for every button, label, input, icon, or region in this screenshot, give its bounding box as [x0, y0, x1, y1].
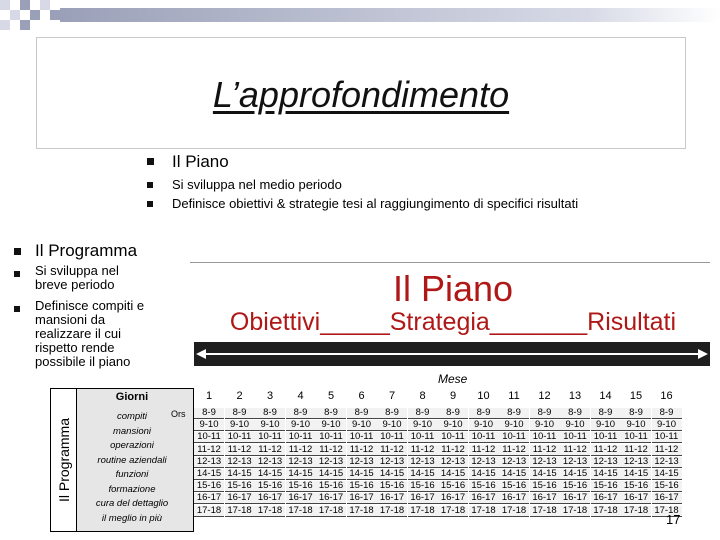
time-slot-cell: 10-11	[652, 432, 682, 443]
time-slot-cell: 16-17	[377, 493, 407, 504]
time-slot-cell: 16-17	[347, 493, 377, 504]
time-slot-cell: 14-15	[408, 469, 438, 480]
time-slot-cell: 10-11	[194, 432, 224, 443]
programma-bullet-2: Definisce compiti e mansioni da realizzare il cui rispetto rende possibile il piano	[35, 298, 145, 369]
time-slot-cell: 11-12	[591, 445, 621, 456]
time-slot-cell: 10-11	[621, 432, 651, 443]
time-slot-cell: 16-17	[408, 493, 438, 504]
time-slot-cell: 12-13	[347, 457, 377, 468]
time-slot-cell: 12-13	[438, 457, 468, 468]
time-slot-cell: 14-15	[316, 469, 346, 480]
checker-square	[30, 10, 40, 20]
piano-figure-subtitle: Obiettivi_____Strategia_______Risultati	[229, 308, 677, 336]
day-header: 1	[205, 390, 213, 402]
time-slot-cell: 9-10	[194, 420, 224, 431]
time-slot-cell: 11-12	[438, 445, 468, 456]
time-slot-cell: 17-18	[652, 506, 682, 517]
time-slot-cell: 12-13	[316, 457, 346, 468]
activity-item: il meglio in più	[101, 512, 163, 524]
time-slot-cell: 15-16	[408, 481, 438, 492]
time-slot-cell: 9-10	[499, 420, 529, 431]
checker-square	[50, 10, 60, 20]
time-slot-cell: 10-11	[316, 432, 346, 443]
time-slot-cell: 14-15	[652, 469, 682, 480]
time-slot-cell: 14-15	[377, 469, 407, 480]
time-slot-cell: 15-16	[499, 481, 529, 492]
time-slot-cell: 10-11	[591, 432, 621, 443]
time-slot-cell: 8-9	[286, 408, 316, 419]
time-slot-cell: 17-18	[225, 506, 255, 517]
time-slot-cell: 17-18	[469, 506, 499, 517]
time-slot-cell: 15-16	[347, 481, 377, 492]
title-frame	[36, 37, 686, 149]
bullet-icon	[147, 158, 154, 165]
checker-square	[20, 20, 30, 30]
activity-item: routine aziendali	[97, 454, 167, 466]
day-header: 10	[477, 390, 490, 402]
time-slot-cell: 15-16	[194, 481, 224, 492]
decorative-checker-pattern	[0, 0, 720, 36]
time-slot-cell: 11-12	[286, 445, 316, 456]
time-slot-cell: 11-12	[408, 445, 438, 456]
time-slot-cell: 12-13	[652, 457, 682, 468]
programma-bullet-1: Si sviluppa nel breve periodo	[35, 263, 119, 292]
time-slot-cell: 17-18	[255, 506, 285, 517]
time-slot-cell: 16-17	[652, 493, 682, 504]
time-slot-cell: 10-11	[438, 432, 468, 443]
day-header: 16	[660, 390, 673, 402]
checker-square	[0, 0, 10, 10]
bullet-icon	[147, 201, 153, 207]
checker-square	[10, 10, 20, 20]
time-slot-cell: 14-15	[530, 469, 560, 480]
time-slot-cell: 16-17	[621, 493, 651, 504]
time-slot-cell: 17-18	[560, 506, 590, 517]
time-slot-cell: 14-15	[347, 469, 377, 480]
day-header: 15	[629, 390, 643, 402]
page-number: 17	[666, 512, 681, 527]
time-slot-cell: 12-13	[255, 457, 285, 468]
time-slot-cell: 8-9	[560, 408, 590, 419]
time-slot-cell: 11-12	[652, 445, 682, 456]
time-slot-cell: 9-10	[591, 420, 621, 431]
time-slot-cell: 14-15	[286, 469, 316, 480]
time-slot-cell: 16-17	[286, 493, 316, 504]
time-slot-cell: 15-16	[377, 481, 407, 492]
bullet-icon	[14, 306, 20, 312]
time-slot-cell: 8-9	[316, 408, 346, 419]
time-slot-cell: 14-15	[469, 469, 499, 480]
activity-item: formazione	[108, 483, 156, 495]
time-slot-cell: 16-17	[530, 493, 560, 504]
activity-item: operazioni	[110, 440, 154, 451]
activity-item: cura del dettaglio	[95, 498, 169, 509]
bullet-icon	[14, 248, 21, 255]
time-slot-cell: 16-17	[469, 493, 499, 504]
day-header-row	[190, 388, 716, 406]
piano-bullet-1: Si sviluppa nel medio periodo	[172, 177, 342, 192]
time-slot-cell: 8-9	[530, 408, 560, 419]
time-slot-cell: 14-15	[560, 469, 590, 480]
activity-item: compiti	[116, 411, 148, 422]
piano-figure	[190, 258, 716, 538]
time-slot-cell: 8-9	[499, 408, 529, 419]
time-slot-cell: 16-17	[499, 493, 529, 504]
piano-figure-title: Il Piano	[392, 268, 514, 309]
double-arrow-icon	[194, 342, 710, 366]
time-slot-cell: 12-13	[377, 457, 407, 468]
time-slot-cell: 9-10	[255, 420, 285, 431]
divider	[190, 262, 710, 263]
time-slot-cell: 9-10	[225, 420, 255, 431]
time-slot-cell: 12-13	[408, 457, 438, 468]
time-slot-cell: 10-11	[347, 432, 377, 443]
time-slot-cell: 12-13	[194, 457, 224, 468]
time-slot-cell: 10-11	[225, 432, 255, 443]
time-slot-cell: 17-18	[377, 506, 407, 517]
programma-heading: Il Programma	[35, 241, 138, 260]
time-slot-cell: 9-10	[377, 420, 407, 431]
day-header: 9	[449, 390, 457, 402]
time-slot-cell: 11-12	[316, 445, 346, 456]
time-slot-cell: 8-9	[469, 408, 499, 419]
month-timeline-bar	[194, 342, 710, 366]
time-slot-cell: 10-11	[499, 432, 529, 443]
activity-item: funzioni	[115, 469, 149, 480]
time-slot-cell: 14-15	[438, 469, 468, 480]
time-slot-cell: 17-18	[621, 506, 651, 517]
time-slot-cell: 16-17	[316, 493, 346, 504]
checker-square	[0, 20, 10, 30]
time-slot-cell: 15-16	[652, 481, 682, 492]
time-slot-cell: 11-12	[621, 445, 651, 456]
schedule-table	[190, 388, 716, 538]
time-slot-cell: 14-15	[499, 469, 529, 480]
time-slot-cell: 11-12	[530, 445, 560, 456]
time-slot-cell: 12-13	[560, 457, 590, 468]
time-slot-cell: 9-10	[469, 420, 499, 431]
time-slot-cell: 17-18	[194, 506, 224, 517]
time-slot-cell: 12-13	[286, 457, 316, 468]
slide-title: L’approfondimento	[212, 74, 510, 115]
time-slot-cell: 12-13	[469, 457, 499, 468]
time-slot-cell: 14-15	[194, 469, 224, 480]
time-slot-cell: 9-10	[316, 420, 346, 431]
time-slot-cell: 15-16	[286, 481, 316, 492]
time-slot-cell: 17-18	[530, 506, 560, 517]
time-slot-cell: 10-11	[469, 432, 499, 443]
time-slot-cell: 15-16	[316, 481, 346, 492]
time-slot-cell: 12-13	[530, 457, 560, 468]
time-slot-cell: 9-10	[652, 420, 682, 431]
time-slot-cell: 12-13	[621, 457, 651, 468]
day-header: 2	[236, 390, 243, 402]
checker-band	[60, 8, 720, 22]
time-slot-cell: 16-17	[194, 493, 224, 504]
piano-heading: Il Piano	[172, 152, 229, 171]
day-header: 11	[508, 390, 520, 402]
day-header: 7	[388, 390, 396, 402]
time-slot-cell: 8-9	[408, 408, 438, 419]
time-slot-cell: 17-18	[499, 506, 529, 517]
time-slot-cell: 17-18	[591, 506, 621, 517]
time-slot-cell: 9-10	[408, 420, 438, 431]
time-slot-cell: 15-16	[469, 481, 499, 492]
programma-vertical-label: Il Programma	[50, 388, 78, 532]
time-slot-cell: 8-9	[377, 408, 407, 419]
time-slot-cell: 15-16	[591, 481, 621, 492]
time-slot-cell: 11-12	[255, 445, 285, 456]
time-slot-cell: 10-11	[377, 432, 407, 443]
checker-square	[40, 0, 50, 10]
time-slot-cell: 17-18	[316, 506, 346, 517]
time-slot-cell: 9-10	[621, 420, 651, 431]
time-slot-cell: 8-9	[438, 408, 468, 419]
time-slot-cell: 17-18	[347, 506, 377, 517]
time-slot-cell: 15-16	[438, 481, 468, 492]
time-slot-cell: 15-16	[255, 481, 285, 492]
day-header: 5	[327, 390, 335, 402]
time-slot-cell: 11-12	[225, 445, 255, 456]
day-header: 4	[297, 390, 304, 402]
day-header: 13	[568, 390, 582, 402]
time-slot-cell: 9-10	[286, 420, 316, 431]
time-slot-cell: 11-12	[377, 445, 407, 456]
time-slot-cell: 9-10	[438, 420, 468, 431]
time-slot-cell: 9-10	[560, 420, 590, 431]
day-header: 8	[419, 390, 426, 402]
time-slot-cell: 8-9	[225, 408, 255, 419]
giorni-heading: Giorni	[115, 391, 149, 403]
time-slot-cell: 12-13	[591, 457, 621, 468]
time-slot-cell: 16-17	[438, 493, 468, 504]
bullet-icon	[14, 271, 20, 277]
time-slot-cell: 9-10	[347, 420, 377, 431]
time-slot-cell: 16-17	[225, 493, 255, 504]
time-slot-cell: 15-16	[530, 481, 560, 492]
time-slot-cell: 8-9	[621, 408, 651, 419]
day-header: 12	[538, 390, 551, 402]
time-slot-cell: 15-16	[621, 481, 651, 492]
time-slot-cell: 12-13	[225, 457, 255, 468]
time-slot-cell: 10-11	[408, 432, 438, 443]
time-slot-cell: 8-9	[591, 408, 621, 419]
time-slot-cell: 17-18	[408, 506, 438, 517]
time-slot-cell: 8-9	[255, 408, 285, 419]
time-slot-cell: 15-16	[225, 481, 255, 492]
time-slot-cell: 10-11	[286, 432, 316, 443]
day-header: 14	[599, 390, 612, 402]
time-slot-cell: 8-9	[194, 408, 224, 419]
time-slot-cell: 10-11	[560, 432, 590, 443]
time-slot-cell: 11-12	[347, 445, 377, 456]
ors-label: Ors	[171, 409, 186, 419]
time-slot-cell: 16-17	[255, 493, 285, 504]
time-slot-cell: 16-17	[591, 493, 621, 504]
activity-item: mansioni	[112, 425, 152, 437]
time-slot-cell: 14-15	[225, 469, 255, 480]
time-slot-cell: 8-9	[347, 408, 377, 419]
time-slot-cell: 10-11	[530, 432, 560, 443]
time-slot-cell: 11-12	[499, 445, 529, 456]
time-slot-cell: 17-18	[286, 506, 316, 517]
time-slot-cell: 11-12	[194, 445, 224, 456]
time-slot-cell: 10-11	[255, 432, 285, 443]
day-header: 6	[358, 390, 365, 402]
time-slot-cell: 12-13	[499, 457, 529, 468]
month-label: Mese	[438, 372, 468, 386]
time-slot-cell: 15-16	[560, 481, 590, 492]
time-slot-cell: 11-12	[560, 445, 590, 456]
piano-bullet-2: Definisce obiettivi & strategie tesi al raggiungimento di specifici risultati	[172, 196, 579, 211]
time-slot-cell: 11-12	[469, 445, 499, 456]
time-slot-cell: 16-17	[560, 493, 590, 504]
day-header: 3	[266, 390, 274, 402]
time-slot-cell: 8-9	[652, 408, 682, 419]
time-slot-cell: 14-15	[621, 469, 651, 480]
time-slot-cell: 9-10	[530, 420, 560, 431]
checker-square	[20, 0, 30, 10]
time-slot-cell: 14-15	[591, 469, 621, 480]
time-slot-cell: 17-18	[438, 506, 468, 517]
bullet-icon	[147, 182, 153, 188]
time-slot-cell: 14-15	[255, 469, 285, 480]
